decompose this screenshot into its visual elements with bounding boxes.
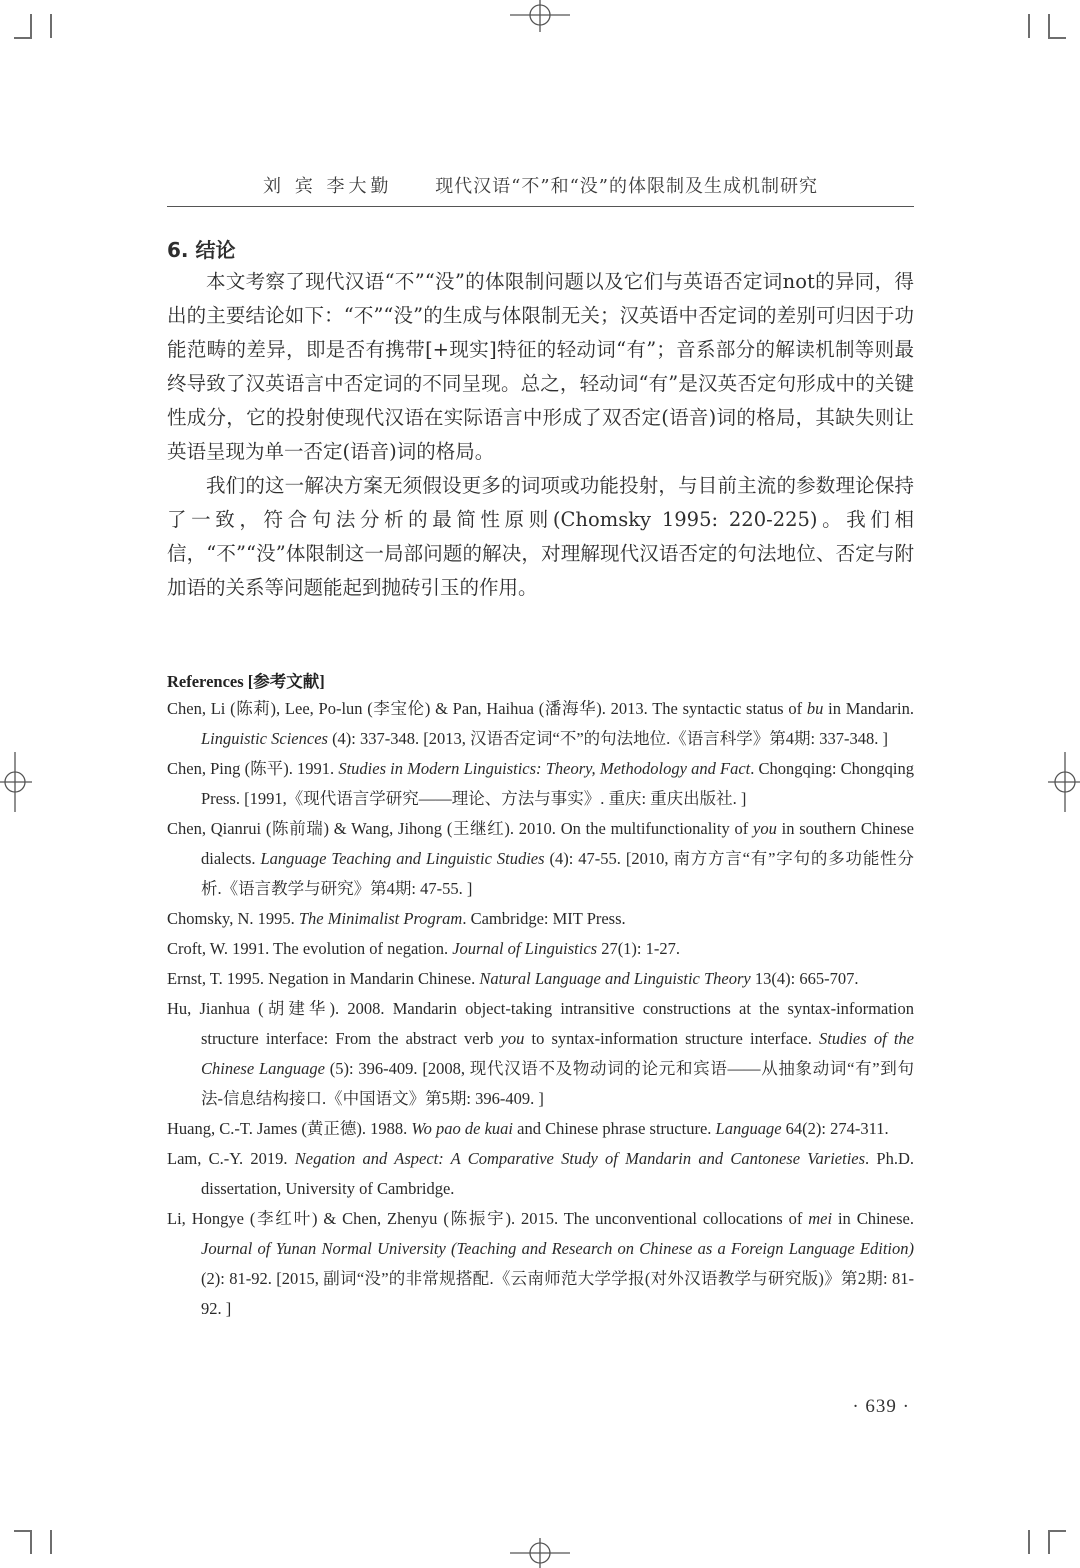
- reference-item: Chen, Qianrui (陈前瑞) & Wang, Jihong (王继红). 2010. On the multifunctionality of you in southern Chinese dialects. Language Teaching and Linguistic Studies (4): 47-55. [2010, 南方方言“有”字句的多功能性分析.《语言教学与研究》第4期: 47-55. ]: [167, 819, 914, 898]
- crop-mark: [30, 1530, 32, 1554]
- reference-item: Hu, Jianhua (胡建华). 2008. Mandarin object-taking intransitive constructions at the syntax-information structure interface: From the abstract verb you to syntax-information structure interface. Studies of the Chinese Language (5): 396-409. [2008, 现代汉语不及物动词的论元和宾语——从抽象动词“有”到句法-信息结构接口.《中国语文》第5期: 396-409. ]: [167, 999, 914, 1108]
- crop-mark: [1048, 1530, 1050, 1554]
- running-header: [167, 172, 914, 198]
- page-number: · 639 ·: [852, 1396, 910, 1417]
- header-rule: [167, 206, 914, 207]
- reference-item: Chen, Ping (陈平). 1991. Studies in Modern Linguistics: Theory, Methodology and Fact. Chongqing: Chongqing Press. [1991,《现代语言学研究——理论、方法与事实》. 重庆: 重庆出版社. ]: [167, 759, 914, 808]
- body-paragraph: 本文考察了现代汉语“不”“没”的体限制问题以及它们与英语否定词not的异同，得出的主要结论如下：“不”“没”的生成与体限制无关；汉英语中否定词的差别可归因于功能范畴的差异，即是否有携带[+现实]特征的轻动词“有”；音系部分的解读机制等则最终导致了汉英语言中否定词的不同呈现。总之，轻动词“有”是汉英否定句形成中的关键性成分，它的投射使现代汉语在实际语言中形成了双否定(语音)词的格局，其缺失则让英语呈现为单一否定(语音)词的格局。: [167, 270, 914, 463]
- reference-list: [167, 694, 914, 1324]
- crop-mark: [50, 14, 52, 38]
- registration-mark-icon: [510, 1536, 570, 1568]
- header-title: 现代汉语“不”和“没”的体限制及生成机制研究: [435, 176, 818, 197]
- registration-mark-icon: [510, 0, 570, 34]
- crop-mark: [14, 37, 32, 39]
- crop-mark: [1028, 14, 1030, 38]
- section-body: [167, 265, 914, 605]
- references-heading: References [参考文献]: [167, 672, 325, 691]
- registration-mark-icon: [0, 752, 34, 812]
- registration-mark-icon: [1046, 752, 1080, 812]
- section-heading: 6. 结论: [167, 238, 236, 262]
- crop-mark: [1048, 1530, 1066, 1532]
- reference-item: Ernst, T. 1995. Negation in Mandarin Chinese. Natural Language and Linguistic Theory 13(4): 665-707.: [167, 969, 859, 988]
- crop-mark: [1048, 37, 1066, 39]
- reference-item: Chomsky, N. 1995. The Minimalist Program. Cambridge: MIT Press.: [167, 909, 626, 928]
- crop-mark: [14, 1530, 32, 1532]
- body-paragraph: 我们的这一解决方案无须假设更多的词项或功能投射，与目前主流的参数理论保持了一致，符合句法分析的最简性原则(Chomsky 1995: 220-225)。我们相信，“不”“没”体限制这一局部问题的解决，对理解现代汉语否定的句法地位、否定与附加语的关系等问题能起到抛砖引玉的作用。: [167, 474, 914, 599]
- reference-item: Li, Hongye (李红叶) & Chen, Zhenyu (陈振宇). 2015. The unconventional collocations of mei in Chinese. Journal of Yunan Normal University (Teaching and Research on Chinese as a Foreign Language Edition) (2): 81-92. [2015, 副词“没”的非常规搭配.《云南师范大学学报(对外汉语教学与研究版)》第2期: 81-92. ]: [167, 1209, 915, 1318]
- crop-mark: [30, 14, 32, 38]
- reference-item: Huang, C.-T. James (黄正德). 1988. Wo pao de kuai and Chinese phrase structure. Language 64(2): 274-311.: [167, 1119, 889, 1138]
- crop-mark: [1048, 14, 1050, 38]
- crop-mark: [50, 1530, 52, 1554]
- reference-item: Lam, C.-Y. 2019. Negation and Aspect: A Comparative Study of Mandarin and Cantonese Varieties. Ph.D. dissertation, University of Cambridge.: [167, 1149, 915, 1198]
- header-authors: 刘 宾 李大勤: [263, 176, 393, 197]
- reference-item: Croft, W. 1991. The evolution of negation. Journal of Linguistics 27(1): 1-27.: [167, 939, 681, 958]
- reference-item: Chen, Li (陈莉), Lee, Po-lun (李宝伦) & Pan, Haihua (潘海华). 2013. The syntactic status of bu in Mandarin. Linguistic Sciences (4): 337-348. [2013, 汉语否定词“不”的句法地位.《语言科学》第4期: 337-348. ]: [167, 699, 915, 748]
- crop-mark: [1028, 1530, 1030, 1554]
